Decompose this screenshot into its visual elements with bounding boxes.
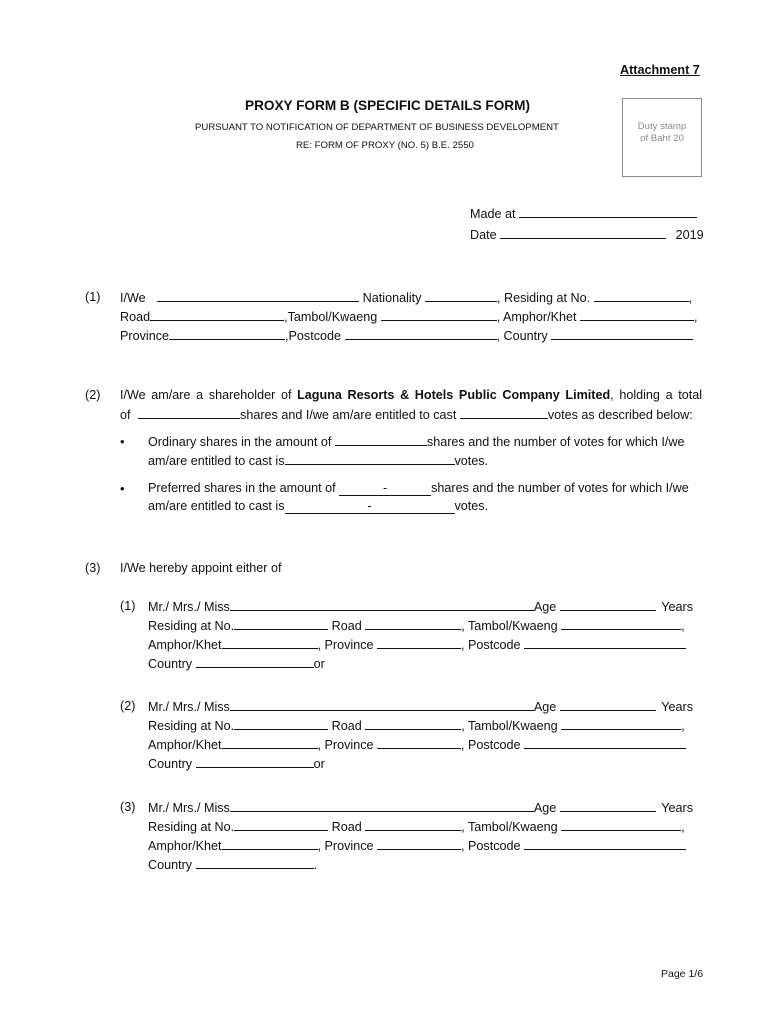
- comma: ,: [681, 619, 685, 633]
- ordinary-shares-field[interactable]: [335, 434, 427, 446]
- nationality-label: Nationality: [362, 291, 422, 305]
- residing-label: Residing at No.: [148, 719, 235, 733]
- appoint-intro: I/We hereby appoint either of: [120, 561, 282, 575]
- proxy-3-province-field[interactable]: [377, 838, 461, 850]
- amphor-label: Amphor/Khet: [148, 839, 222, 853]
- proxy-3-house-no-field[interactable]: [234, 819, 328, 831]
- title-label: Mr./ Mrs./ Miss: [148, 600, 230, 614]
- proxy-2-end: or: [313, 757, 325, 771]
- province-label: Province: [120, 329, 169, 343]
- made-at-label: Made at: [470, 207, 516, 221]
- country-label: Country: [148, 757, 193, 771]
- holding-text: , holding a total: [610, 388, 703, 402]
- title-label: Mr./ Mrs./ Miss: [148, 700, 230, 714]
- country-label: Country: [148, 858, 193, 872]
- s1-line-1: [120, 290, 692, 306]
- proxy-2-amphor-field[interactable]: [222, 737, 318, 749]
- proxy-2-road-field[interactable]: [365, 718, 461, 730]
- proxy-3-line-1: [148, 800, 693, 816]
- proxy-3-postcode-field[interactable]: [524, 838, 686, 850]
- residing-label: Residing at No.: [148, 619, 235, 633]
- company-name: Laguna Resorts & Hotels Public Company Limited: [297, 388, 611, 402]
- years-label: Years: [661, 700, 694, 714]
- s2-line-1: [120, 388, 702, 403]
- votes-desc-text: votes as described below:: [547, 408, 693, 422]
- ordinary-line-1: [148, 434, 685, 450]
- proxy-3-line-3: [148, 838, 686, 854]
- proxy-1-line-2: [148, 618, 685, 634]
- ordinary-votes-end: votes.: [454, 454, 489, 468]
- proxy-1-end: or: [313, 657, 325, 671]
- date-row: [470, 227, 704, 243]
- form-title: PROXY FORM B (SPECIFIC DETAILS FORM): [245, 98, 530, 113]
- proxy-2-age-field[interactable]: [560, 699, 656, 711]
- province-label: , Province: [317, 638, 374, 652]
- made-at-row: [470, 206, 697, 222]
- s1-house-no-field[interactable]: [594, 290, 689, 302]
- nationality-field[interactable]: [425, 290, 497, 302]
- shareholder-intro: I/We am/are a shareholder of: [120, 388, 292, 402]
- of-label: of: [120, 408, 131, 422]
- s1-country-field[interactable]: [551, 328, 693, 340]
- province-label: , Province: [317, 839, 374, 853]
- comma: ,: [681, 719, 685, 733]
- proxy-1-tambol-field[interactable]: [561, 618, 681, 630]
- s2-line-2: [120, 407, 693, 423]
- stamp-line-2: of Baht 20: [640, 133, 684, 144]
- form-subtitle-2: RE: FORM OF PROXY (NO. 5) B.E. 2550: [296, 140, 474, 151]
- bullet-ordinary: •: [120, 434, 125, 449]
- age-label: Age: [533, 700, 557, 714]
- proxy-3-name-field[interactable]: [230, 800, 534, 812]
- province-label: , Province: [317, 738, 374, 752]
- section-3-number: (3): [85, 561, 101, 575]
- page-number: Page 1/6: [661, 968, 704, 980]
- proxy-3-end: .: [313, 858, 318, 872]
- postcode-label: ,Postcode: [285, 329, 342, 343]
- proxy-3-road-field[interactable]: [365, 819, 461, 831]
- stamp-line-1: Duty stamp: [637, 121, 687, 132]
- proxy-2-house-no-field[interactable]: [234, 718, 328, 730]
- preferred-votes-text: shares and the number of votes for which I/we: [431, 481, 689, 495]
- postcode-label: , Postcode: [461, 738, 521, 752]
- proxy-2-tambol-field[interactable]: [561, 718, 681, 730]
- proxy-2-line-4: [148, 756, 325, 772]
- date-label: Date: [470, 228, 497, 242]
- shares-entitled-text: shares and I/we am/are entitled to cast: [240, 408, 457, 422]
- proxy-1-name-field[interactable]: [230, 599, 534, 611]
- age-label: Age: [533, 801, 557, 815]
- tambol-label: , Tambol/Kwaeng: [461, 820, 558, 834]
- preferred-line-2: [148, 499, 488, 514]
- amphor-label: Amphor/Khet: [148, 638, 222, 652]
- proxy-1-house-no-field[interactable]: [234, 618, 328, 630]
- road-label: Road: [331, 619, 362, 633]
- preferred-shares-value: -: [383, 481, 388, 495]
- proxy-3-amphor-field[interactable]: [222, 838, 318, 850]
- proxy-2-postcode-field[interactable]: [524, 737, 686, 749]
- age-label: Age: [533, 600, 557, 614]
- preferred-label: Preferred shares in the amount of: [148, 481, 336, 495]
- bullet-preferred: •: [120, 481, 125, 496]
- proxy-2-country-field[interactable]: [196, 756, 314, 768]
- proxy-2-province-field[interactable]: [377, 737, 461, 749]
- ordinary-votes-text: shares and the number of votes for which I/we: [426, 435, 685, 449]
- road-label: Road: [120, 310, 151, 324]
- proxy-1-age-field[interactable]: [560, 599, 656, 611]
- proxy-1-line-4: [148, 656, 325, 672]
- proxy-1-country-field[interactable]: [196, 656, 314, 668]
- proxy-3-tambol-field[interactable]: [561, 819, 681, 831]
- proxy-1-amphor-field[interactable]: [222, 637, 318, 649]
- section-1-number: (1): [85, 290, 101, 304]
- duty-stamp-box: [622, 98, 702, 177]
- form-subtitle-1: PURSUANT TO NOTIFICATION OF DEPARTMENT OF BUSINESS DEVELOPMENT: [195, 122, 559, 133]
- made-at-field[interactable]: [519, 206, 697, 218]
- date-field[interactable]: [500, 227, 666, 239]
- proxy-1-province-field[interactable]: [377, 637, 461, 649]
- s1-road-field[interactable]: [150, 309, 284, 321]
- s1-postcode-field[interactable]: [345, 328, 497, 340]
- years-label: Years: [661, 600, 694, 614]
- preferred-votes-end: votes.: [454, 499, 489, 513]
- proxy-3-age-field[interactable]: [560, 800, 656, 812]
- comma: ,: [694, 310, 698, 324]
- road-label: Road: [331, 719, 362, 733]
- residing-label: Residing at No.: [148, 820, 235, 834]
- proxy-1-line-1: [148, 599, 693, 615]
- s1-province-field[interactable]: [169, 328, 285, 340]
- ordinary-cast-label: am/are entitled to cast is: [148, 454, 285, 468]
- years-label: Years: [661, 801, 694, 815]
- proxy-2-line-3: [148, 737, 686, 753]
- ordinary-line-2: [148, 453, 488, 469]
- residing-label: , Residing at No.: [496, 291, 591, 305]
- proxy-1-line-3: [148, 637, 686, 653]
- preferred-line-1: [148, 481, 689, 496]
- date-year: 2019: [675, 228, 704, 242]
- country-label: , Country: [496, 329, 548, 343]
- s1-line-3: [120, 328, 693, 344]
- amphor-label: , Amphor/Khet: [496, 310, 577, 324]
- proxy-3-line-2: [148, 819, 685, 835]
- preferred-cast-label: am/are entitled to cast is: [148, 499, 285, 513]
- comma: ,: [681, 820, 685, 834]
- section-2-number: (2): [85, 388, 101, 402]
- country-label: Country: [148, 657, 193, 671]
- proxy-2-line-2: [148, 718, 685, 734]
- proxy-1-number: (1): [120, 599, 136, 613]
- ordinary-label: Ordinary shares in the amount of: [148, 435, 332, 449]
- postcode-label: , Postcode: [461, 638, 521, 652]
- s1-amphor-field[interactable]: [580, 309, 694, 321]
- preferred-votes-value: -: [367, 499, 372, 513]
- tambol-label: , Tambol/Kwaeng: [461, 619, 558, 633]
- proxy-3-country-field[interactable]: [196, 857, 314, 869]
- postcode-label: , Postcode: [461, 839, 521, 853]
- tambol-label: ,Tambol/Kwaeng: [284, 310, 378, 324]
- ordinary-votes-field[interactable]: [285, 453, 455, 465]
- proxy-2-number: (2): [120, 699, 136, 713]
- attachment-label: Attachment 7: [620, 63, 700, 77]
- total-shares-field[interactable]: [138, 407, 240, 419]
- preferred-shares-field[interactable]: [339, 482, 431, 496]
- proxy-2-name-field[interactable]: [230, 699, 534, 711]
- proxy-3-number: (3): [120, 800, 136, 814]
- iwe-label: I/We: [120, 291, 146, 305]
- proxy-1-road-field[interactable]: [365, 618, 461, 630]
- tambol-label: , Tambol/Kwaeng: [461, 719, 558, 733]
- proxy-2-line-1: [148, 699, 693, 715]
- proxy-3-line-4: [148, 857, 317, 873]
- proxy-1-postcode-field[interactable]: [524, 637, 686, 649]
- amphor-label: Amphor/Khet: [148, 738, 222, 752]
- s1-name-field[interactable]: [157, 290, 359, 302]
- comma: ,: [688, 291, 693, 305]
- s1-line-2: [120, 309, 698, 325]
- road-label: Road: [331, 820, 362, 834]
- total-votes-field[interactable]: [460, 407, 548, 419]
- s1-tambol-field[interactable]: [381, 309, 497, 321]
- preferred-votes-field[interactable]: [285, 500, 455, 514]
- title-label: Mr./ Mrs./ Miss: [148, 801, 230, 815]
